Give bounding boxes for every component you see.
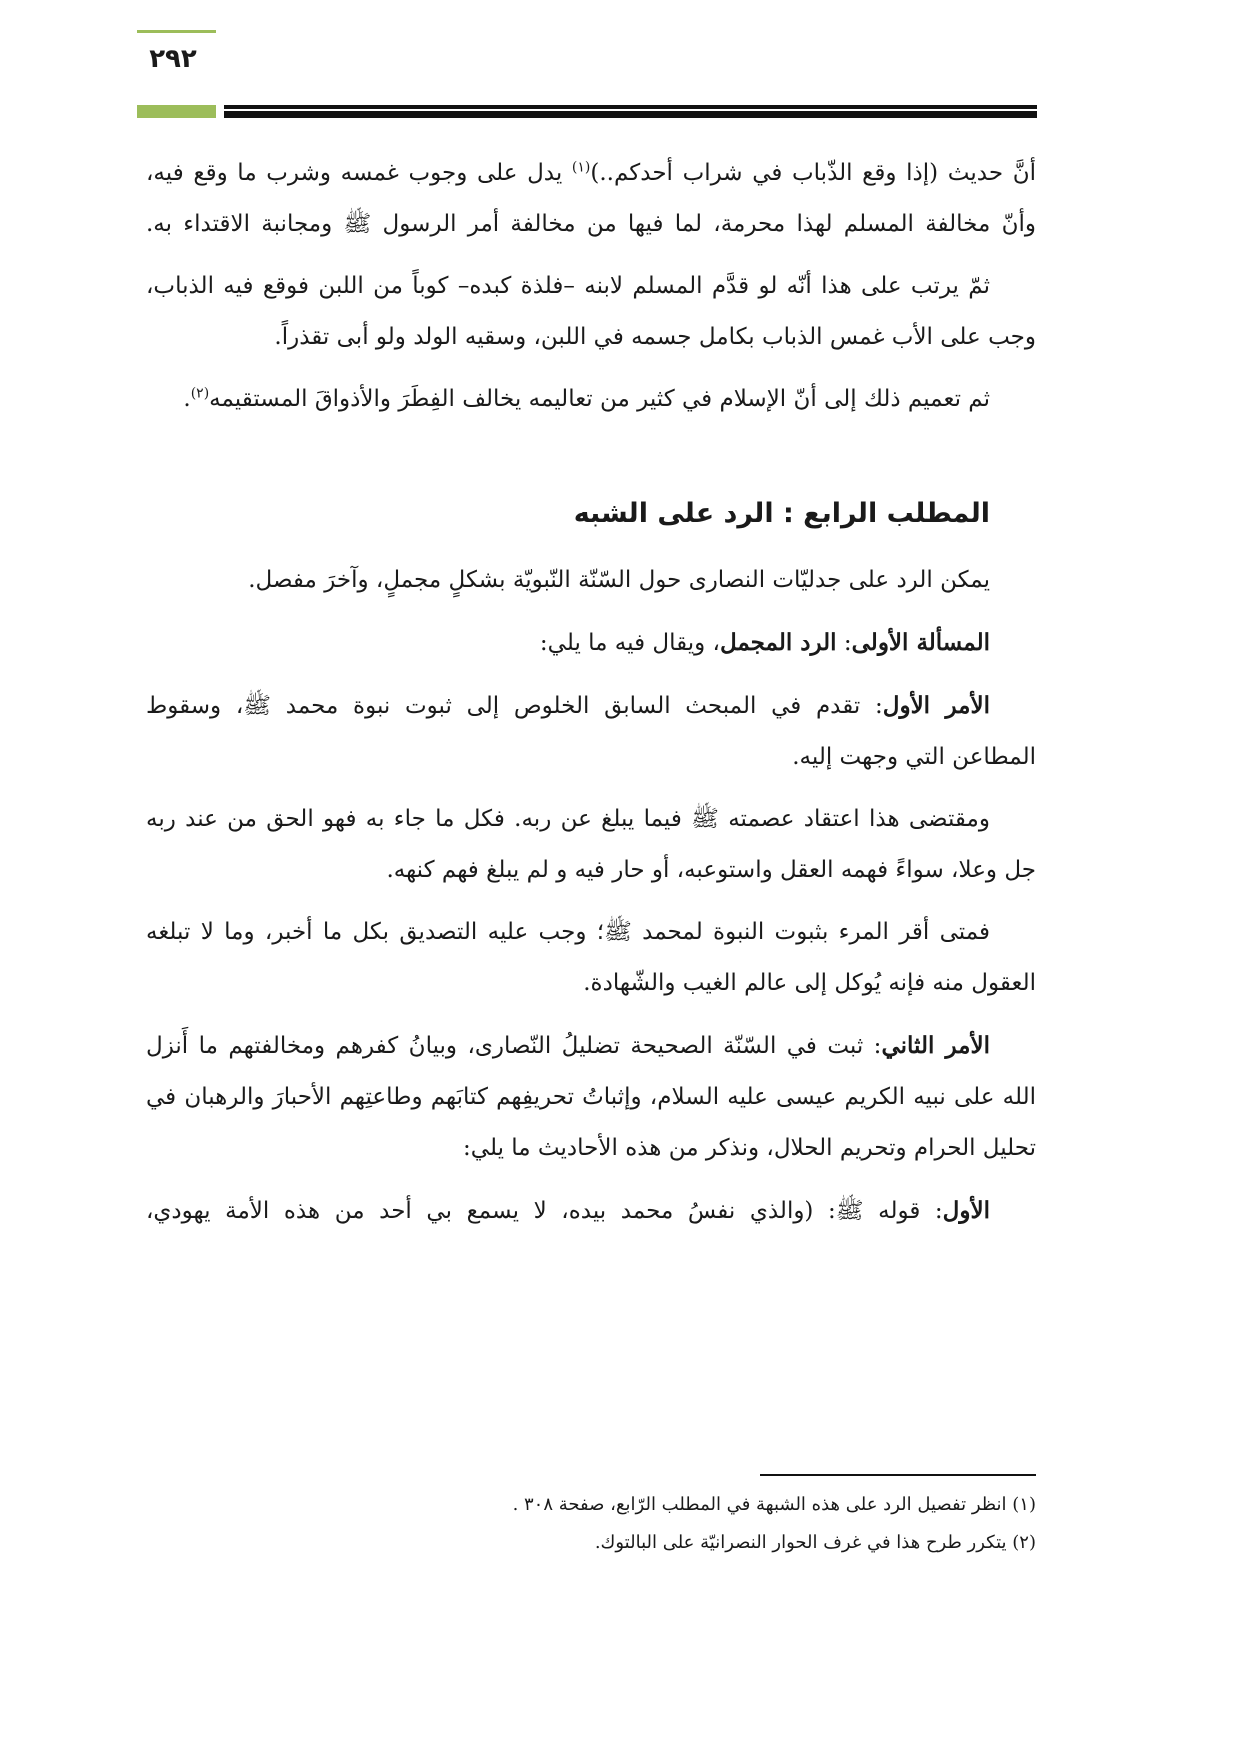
paragraph-text: : (836, 630, 852, 656)
paragraph: ومقتضى هذا اعتقاد عصمته ﷺ فيما يبلغ عن ربه. فكل ما جاء به فهو الحق من عند ربه جل وعلا، سواءً فهمه العقل واستوعبه، أو حار فيه و لم يبلغ فهم كنهه. (146, 806, 1036, 883)
paragraph-text: أنَّ حديث (إذا وقع الذّباب في شراب أحدكم..) (590, 160, 1036, 186)
paragraph-text: يدل على وجوب غمسه وشرب ما وقع فيه، وأنّ مخالفة المسلم لهذا محرمة، لما فيها من مخالفة أمر الرسول ﷺ ومجانبة الاقتداء به. (146, 160, 1036, 237)
footnote: (٢) يتكرر طرح هذا في غرف الحوار النصرانيّة على البالتوك. (594, 1532, 1036, 1553)
paragraph-text: : قوله ﷺ: (والذي نفسُ محمد بيده، لا يسمع بي أحد من هذه الأمة يهودي، (146, 1198, 943, 1224)
paragraph-text: : تقدم في المبحث السابق الخلوص إلى ثبوت نبوة محمد ﷺ، وسقوط المطاعن التي وجهت إليه. (146, 693, 1036, 770)
paragraph (146, 148, 1036, 250)
paragraph (146, 374, 1036, 425)
issue-subtitle: الرد المجمل (719, 629, 837, 656)
paragraph (146, 1020, 1036, 1174)
footnote: (١) انظر تفصيل الرد على هذه الشبهة في المطلب الرّابع، صفحة ٣٠٨ . (512, 1494, 1036, 1515)
issue-title: المسألة الأولى (851, 629, 990, 656)
point-title: الأول (942, 1197, 990, 1224)
paragraph (146, 617, 1036, 669)
header-rule-thin (224, 105, 1037, 109)
page-body (146, 148, 1036, 1248)
footnotes (146, 1486, 1036, 1562)
page-number: ٢٩٢ (149, 44, 197, 74)
paragraph: فمتى أقر المرء بثبوت النبوة لمحمد ﷺ؛ وجب عليه التصديق بكل ما أخبر، وما لا تبلغه العقول منه فإنه يُوكل إلى عالم الغيب والشّهادة. (146, 919, 1036, 996)
paragraph-text: . (183, 386, 191, 412)
footnote-ref: (٢) (190, 385, 210, 402)
paragraph: ثمّ يرتب على هذا أنّه لو قدَّم المسلم لابنه –فلذة كبده– كوباً من اللبن فوقع فيه الذباب، وجب على الأب غمس الذباب بكامل جسمه في اللبن، وسقيه الولد ولو أبى تقذراً. (146, 273, 1036, 350)
paragraph-text: ثم تعميم ذلك إلى أنّ الإسلام في كثير من تعاليمه يخالف الفِطَرَ والأذواقَ المستقيمه (209, 386, 990, 412)
header-green-bar (137, 105, 216, 118)
paragraph-text: ، ويقال فيه ما يلي: (539, 630, 720, 656)
paragraph: يمكن الرد على جدليّات النصارى حول السّنّة النّبويّة بشكلٍ مجملٍ، وآخرَ مفصل. (248, 567, 990, 593)
section-heading: المطلب الرابع : الرد على الشبه (573, 498, 990, 529)
footnote-separator (760, 1474, 1036, 1476)
paragraph-text: : ثبت في السّنّة الصحيحة تضليلُ النّصارى، وبيانُ كفرهم ومخالفتهم ما أَنزل الله على نبيه الكريم عيسى عليه السلام، وإثباتُ تحريفِهم كتابَهم وطاعتِهم الأحبارَ والرهبان في تحليل الحرام وتحريم الحلال، ونذكر من هذه الأحاديث ما يلي: (146, 1033, 1036, 1161)
footnote-ref: (١) (571, 159, 591, 176)
point-title: الأمر الأول (882, 692, 990, 719)
point-title: الأمر الثاني (881, 1032, 990, 1059)
paragraph (146, 680, 1036, 783)
header-green-top-line (137, 30, 216, 33)
paragraph (146, 1185, 1036, 1237)
header-rule-thick (224, 111, 1037, 118)
